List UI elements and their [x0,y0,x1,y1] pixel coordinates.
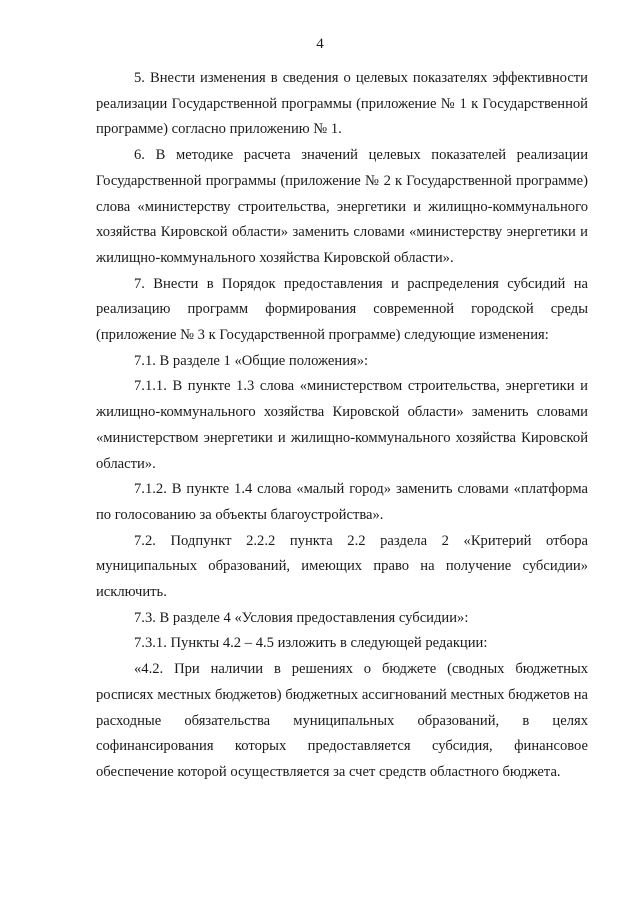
paragraph-7-3: 7.3. В разделе 4 «Условия предоставления субсидии»: [134,609,469,626]
paragraph-7-2: 7.2. Подпункт 2.2.2 пункта 2.2 раздела 2 «Критерий отбора муниципальных образований, имеющих право на получение субсидии» исключить. [96,532,588,601]
document-body [96,66,588,786]
paragraph-4-2-quote: «4.2. При наличии в решениях о бюджете (сводных бюджетных росписях местных бюджетов) бюджетных ассигнований местных бюджетов на расходные обязательства муниципальных образований, в целях софинансирования которых предоставляется субсидия, финансовое обеспечение которой осуществляется за счет средств областного бюджета. [96,661,588,780]
paragraph-7-1-1: 7.1.1. В пункте 1.3 слова «министерством строительства, энергетики и жилищно-коммунального хозяйства Кировской области» заменить словами «министерством энергетики и жилищно-коммунального хозяйства Кировской области». [96,378,588,472]
page-number: 4 [316,36,324,52]
paragraph-7-1-2: 7.1.2. В пункте 1.4 слова «малый город» заменить словами «платформа по голосованию за объекты благоустройства». [96,481,588,523]
paragraph-5: 5. Внести изменения в сведения о целевых показателях эффективности реализации Государственной программы (приложение № 1 к Государственной программе) согласно приложению № 1. [96,70,588,138]
paragraph-7-3-1: 7.3.1. Пункты 4.2 – 4.5 изложить в следующей редакции: [134,635,488,652]
paragraph-7-1: 7.1. В разделе 1 «Общие положения»: [134,352,369,369]
paragraph-6: 6. В методике расчета значений целевых показателей реализации Государственной программы (приложение № 2 к Государственной программе) слова «министерству строительства, энергетики и жилищно-коммунального хозяйства Кировской области» заменить словами «министерству энергетики и жилищно-коммунального хозяйства Кировской области». [96,147,588,266]
paragraph-7: 7. Внести в Порядок предоставления и распределения субсидий на реализацию программ формирования современной городской среды (приложение № 3 к Государственной программе) следующие изменения: [96,275,588,344]
